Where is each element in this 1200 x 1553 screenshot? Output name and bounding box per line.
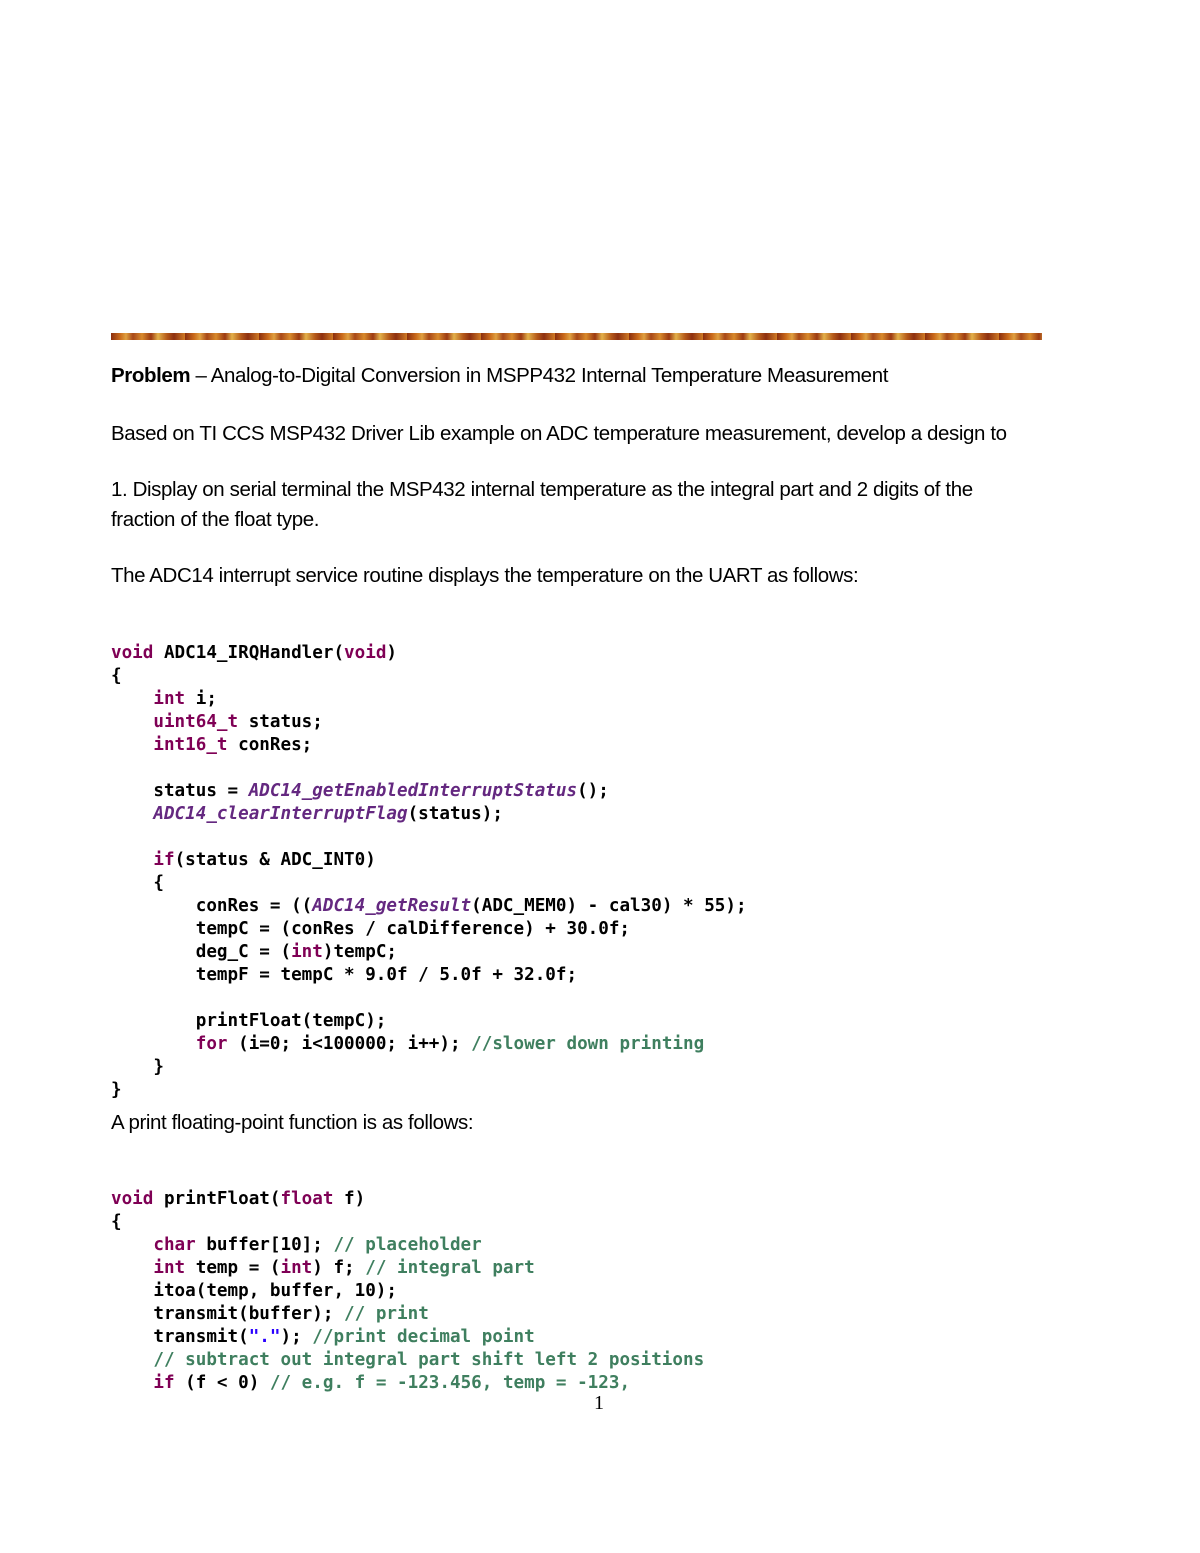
- code-line: tempF = tempC * 9.0f / 5.0f + 32.0f;: [111, 965, 578, 985]
- print-intro-paragraph: A print floating-point function is as follows:: [111, 1111, 474, 1134]
- problem-title: – Analog-to-Digital Conversion in MSPP432 Internal Temperature Measurement: [190, 364, 888, 387]
- code-line: printFloat(tempC);: [111, 1011, 387, 1031]
- print-float-code-block: [111, 1165, 704, 1418]
- item-1-line-1: 1. Display on serial terminal the MSP432 internal temperature as the integral part and 2 digits of the: [111, 478, 973, 501]
- code-line: transmit(buffer); // print: [111, 1304, 429, 1324]
- code-line: }: [111, 1080, 122, 1100]
- code-line: int i;: [153, 689, 217, 709]
- item-1-line-2: fraction of the float type.: [111, 508, 319, 531]
- code-line: [111, 987, 747, 1010]
- code-line: {: [111, 1212, 122, 1232]
- problem-heading: [111, 361, 888, 391]
- code-line: void ADC14_IRQHandler(void): [111, 643, 398, 663]
- code-line: uint64_t status;: [153, 712, 323, 732]
- code-line: int16_t conRes;: [153, 735, 313, 755]
- isr-intro-paragraph: The ADC14 interrupt service routine displays the temperature on the UART as follows:: [111, 564, 859, 587]
- problem-label: Problem: [111, 364, 191, 387]
- code-line: char buffer[10]; // placeholder: [153, 1235, 482, 1255]
- code-line: status = ADC14_getEnabledInterruptStatus();: [111, 781, 609, 801]
- intro-paragraph: Based on TI CCS MSP432 Driver Lib example on ADC temperature measurement, develop a design to: [111, 422, 1007, 445]
- page-number: 1: [594, 1392, 604, 1414]
- code-line: // subtract out integral part shift left 2 positions: [153, 1350, 705, 1370]
- code-line: [111, 757, 747, 780]
- code-line: {: [111, 873, 164, 893]
- code-line: deg_C = (int)tempC;: [111, 942, 398, 962]
- code-line: }: [111, 1057, 164, 1077]
- code-line: if(status & ADC_INT0): [153, 850, 376, 870]
- code-line: if (f < 0) // e.g. f = -123.456, temp = -123,: [153, 1373, 631, 1393]
- code-line: int temp = (int) f; // integral part: [153, 1258, 535, 1278]
- code-line: for (i=0; i<100000; i++); //slower down printing: [195, 1034, 705, 1054]
- code-line: transmit("."); //print decimal point: [111, 1327, 535, 1347]
- code-line: ADC14_clearInterruptFlag(status);: [153, 804, 503, 824]
- code-line: {: [111, 666, 122, 686]
- code-line: itoa(temp, buffer, 10);: [111, 1281, 397, 1301]
- decorative-header-rule: [111, 333, 1042, 340]
- code-line: conRes = ((ADC14_getResult(ADC_MEM0) - cal30) * 55);: [111, 896, 747, 916]
- code-line: void printFloat(float f): [111, 1189, 366, 1209]
- code-line: tempC = (conRes / calDifference) + 30.0f;: [111, 919, 631, 939]
- isr-code-block: [111, 619, 747, 1125]
- code-line: [111, 826, 747, 849]
